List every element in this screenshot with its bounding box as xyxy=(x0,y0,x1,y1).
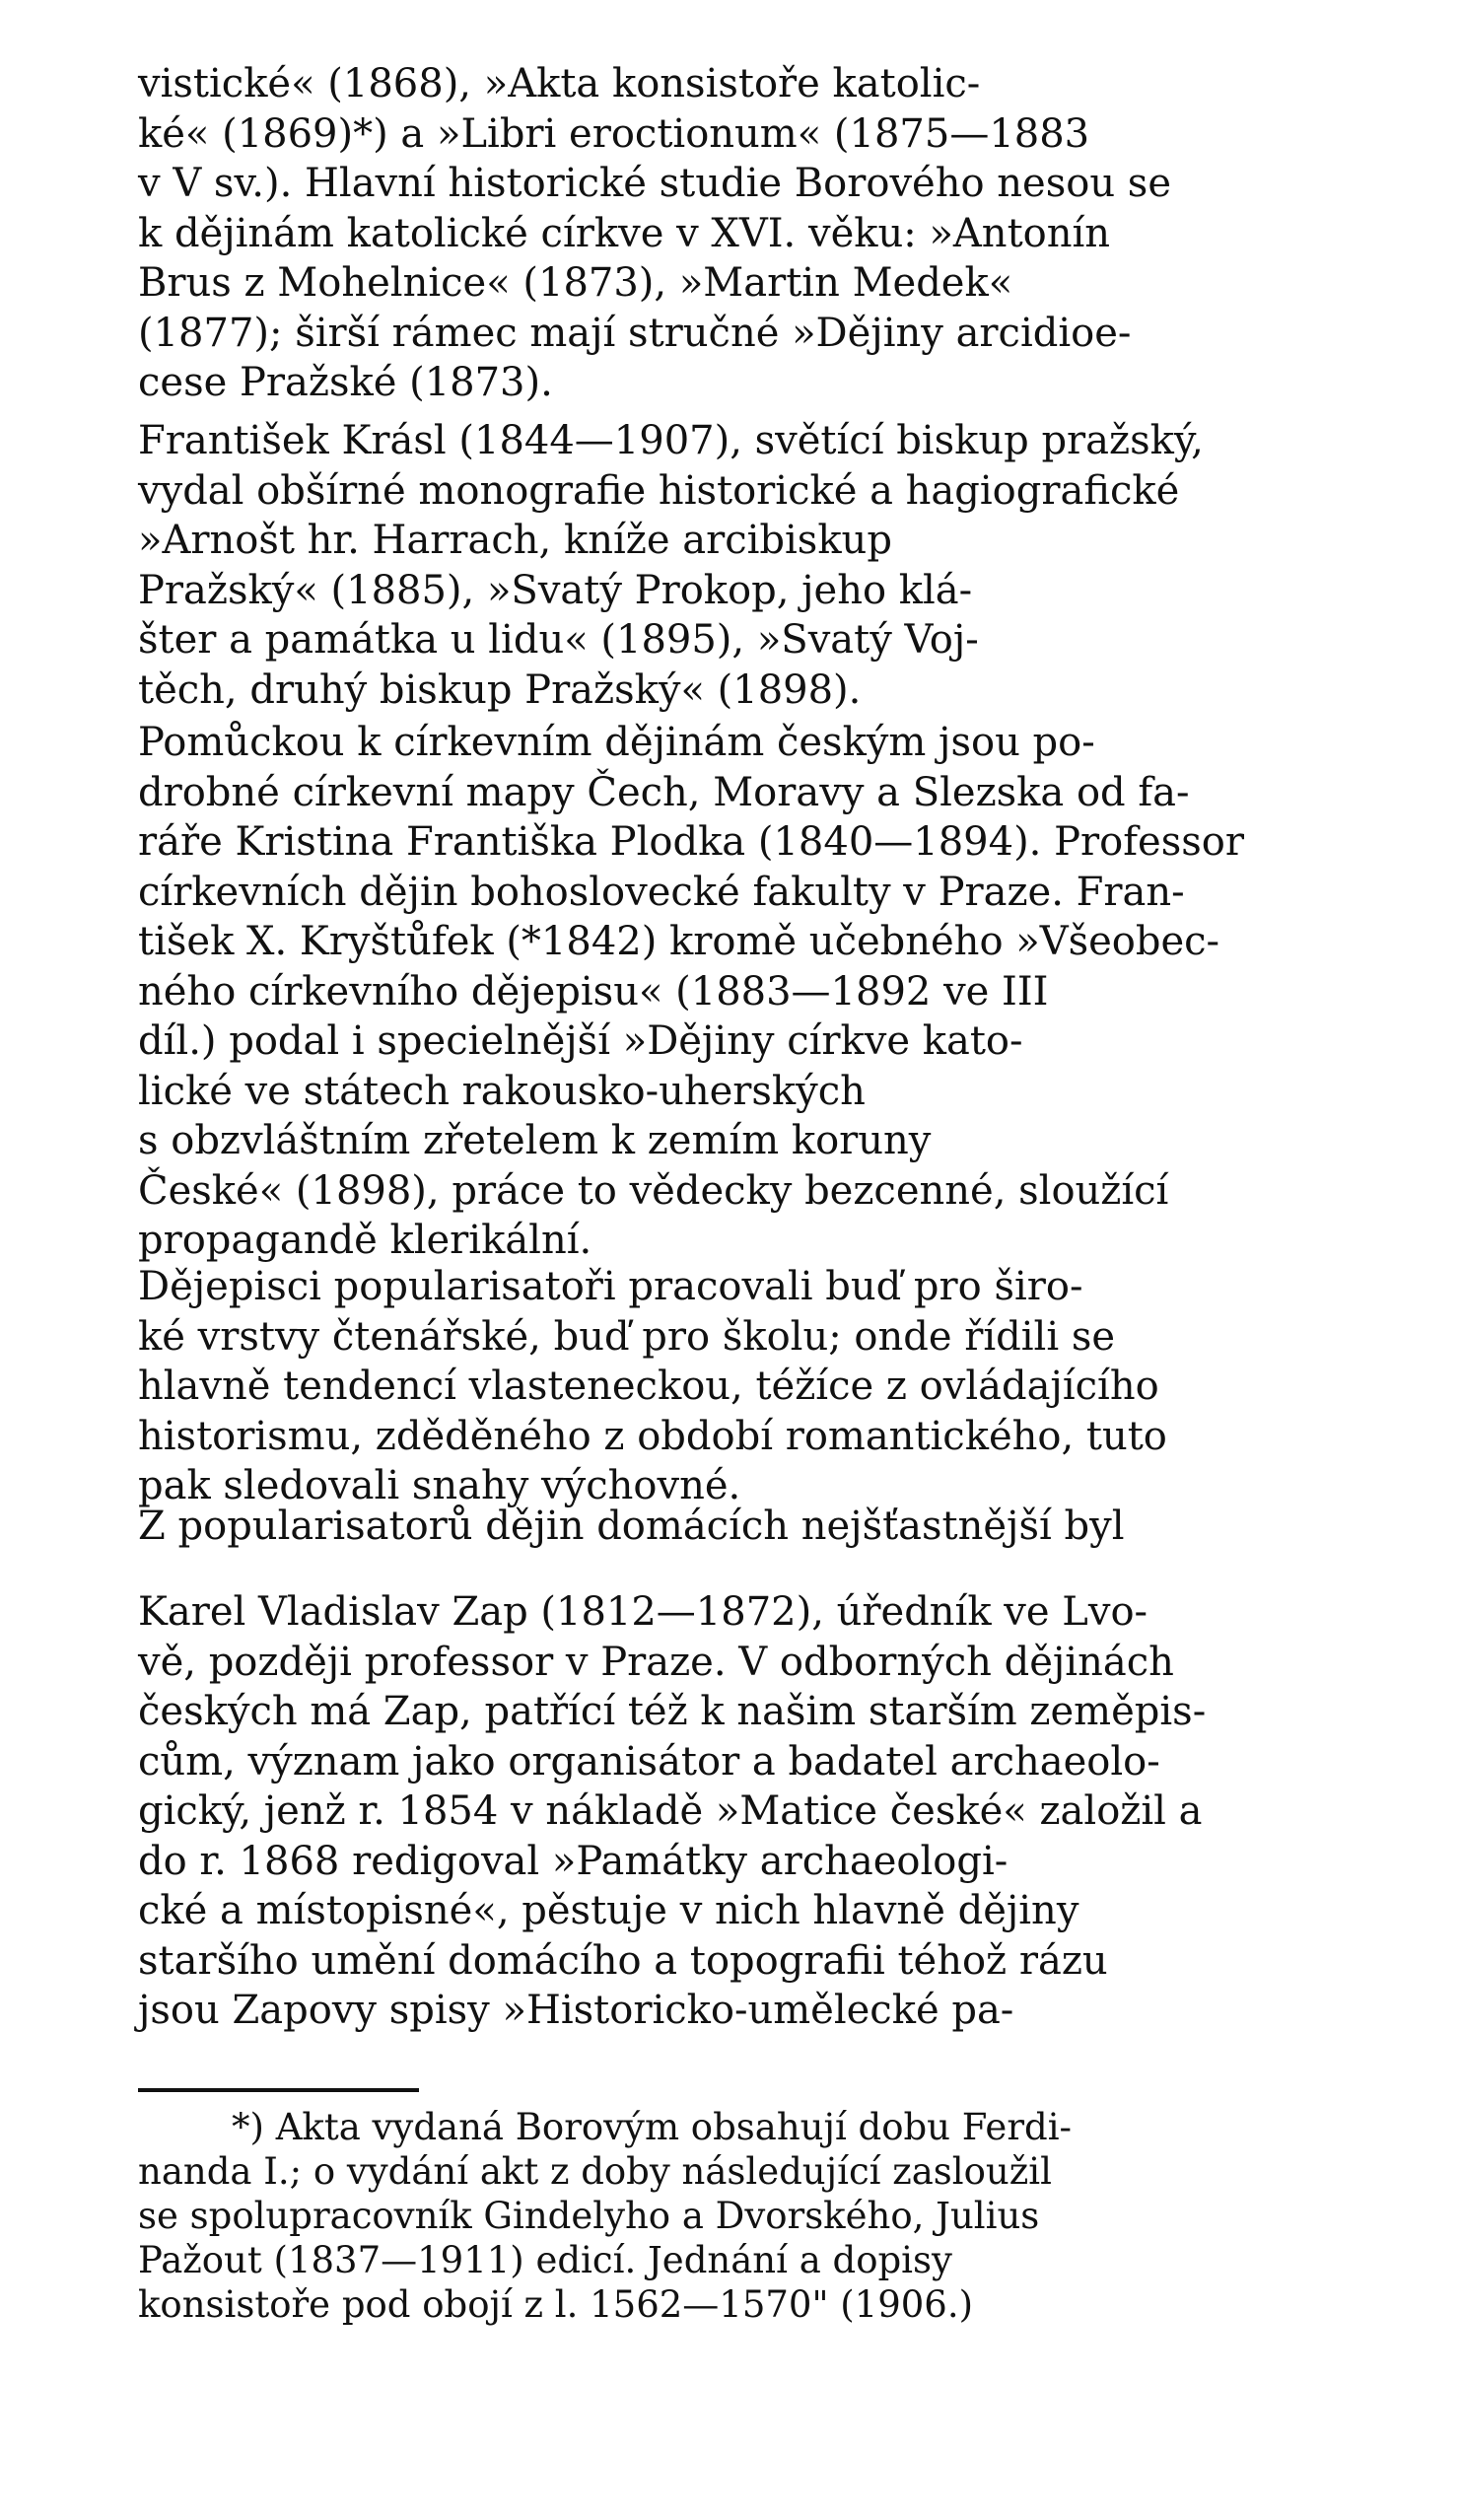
paragraph-1 xyxy=(138,59,1321,408)
text-line: k dějinám katolické církve v XVI. věku: »Antonín xyxy=(138,210,1111,256)
footnote-line: konsistoře pod obojí z l. 1562—1570" (1906.) xyxy=(138,2283,974,2326)
text-line: díl.) podal i specielnější »Dějiny církve kato- xyxy=(138,1018,1023,1064)
text-line: propagandě klerikální. xyxy=(138,1218,592,1263)
footnote-line: Pažout (1837—1911) edicí. Jednání a dopisy xyxy=(138,2239,952,2281)
text-line: jsou Zapovy spisy »Historicko-umělecké pa- xyxy=(138,1988,1014,2033)
footnote-divider xyxy=(138,2088,419,2092)
footnote-line: nanda I.; o vydání akt z doby následující zasloužil xyxy=(138,2150,1052,2193)
text-line: František Krásl (1844—1907), světící biskup pražský, xyxy=(138,418,1204,463)
text-line: cese Pražské (1873). xyxy=(138,360,553,405)
text-line: Dějepisci popularisatoři pracovali buď pro širo- xyxy=(138,1264,1083,1309)
text-line: ké« (1869)*) a »Libri eroctionum« (1875—1883 xyxy=(138,110,1090,157)
text-line: Brus z Mohelnice« (1873), »Martin Medek« xyxy=(138,260,1013,306)
text-line: šter a památka u lidu« (1895), »Svatý Voj- xyxy=(138,617,979,663)
text-line: tišek X. Kryštůfek (*1842) kromě učebného »Všeobec- xyxy=(138,919,1220,964)
text-line: s obzvláštním zřetelem k zemím koruny xyxy=(138,1118,932,1163)
text-line: drobné církevní mapy Čech, Moravy a Slezska od fa- xyxy=(138,769,1190,815)
text-line: ké vrstvy čtenářské, buď pro školu; onde řídili se xyxy=(138,1313,1116,1360)
paragraph-4 xyxy=(138,1262,1321,1511)
text-line: českých má Zap, patřící též k našim starším zeměpis- xyxy=(138,1689,1207,1734)
footnote-line: se spolupracovník Gindelyho a Dvorského, Julius xyxy=(138,2195,1040,2237)
text-line: ráře Kristina Františka Plodka (1840—1894). Professor xyxy=(138,819,1244,865)
paragraph-6 xyxy=(138,1587,1321,2036)
text-line: Karel Vladislav Zap (1812—1872), úředník ve Lvo- xyxy=(138,1589,1148,1635)
text-line: ného církevního dějepisu« (1883—1892 ve III xyxy=(138,968,1049,1015)
text-line: vydal obšírné monografie historické a hagiografické xyxy=(138,467,1180,514)
text-line: (1877); širší rámec mají stručné »Dějiny arcidioe- xyxy=(138,310,1132,356)
text-line: v V sv.). Hlavní historické studie Borového nesou se xyxy=(138,161,1171,206)
text-line: do r. 1868 redigoval »Památky archaeologi- xyxy=(138,1838,1009,1884)
text-line: Pražský« (1885), »Svatý Prokop, jeho klá- xyxy=(138,567,973,613)
text-line: vě, později professor v Praze. V odborných dějinách xyxy=(138,1639,1174,1685)
text-line: pak sledovali snahy výchovné. xyxy=(138,1463,741,1508)
text-line: cům, význam jako organisátor a badatel archaeolo- xyxy=(138,1738,1160,1785)
text-line: Z popularisatorů dějin domácích nejšťastnější byl xyxy=(138,1504,1125,1549)
footnote xyxy=(138,2105,1321,2327)
text-line: cké a místopisné«, pěstuje v nich hlavně dějiny xyxy=(138,1888,1079,1933)
text-line: hlavně tendencí vlasteneckou, téžíce z ovládajícího xyxy=(138,1364,1159,1409)
text-line: staršího umění domácího a topografii téhož rázu xyxy=(138,1937,1108,1984)
text-line: historismu, zděděného z období romantického, tuto xyxy=(138,1413,1167,1459)
paragraph-2 xyxy=(138,416,1321,715)
text-line: církevních dějin bohoslovecké fakulty v Praze. Fran- xyxy=(138,869,1185,915)
text-line: těch, druhý biskup Pražský« (1898). xyxy=(138,666,862,713)
footnote-line: *) Akta vydaná Borovým obsahují dobu Ferdi- xyxy=(232,2106,1073,2148)
text-line: lické ve státech rakousko-uherských xyxy=(138,1068,866,1114)
text-line: vistické« (1868), »Akta konsistoře katolic- xyxy=(138,61,981,106)
paragraph-3 xyxy=(138,718,1321,1266)
text-line: České« (1898), práce to vědecky bezcenné, sloužící xyxy=(138,1167,1169,1214)
text-line: Pomůckou k církevním dějinám českým jsou po- xyxy=(138,720,1095,765)
text-line: »Arnošt hr. Harrach, kníže arcibiskup xyxy=(138,518,892,563)
paragraph-5 xyxy=(138,1502,1321,1552)
text-line: gický, jenž r. 1854 v nákladě »Matice české« založil a xyxy=(138,1788,1203,1834)
